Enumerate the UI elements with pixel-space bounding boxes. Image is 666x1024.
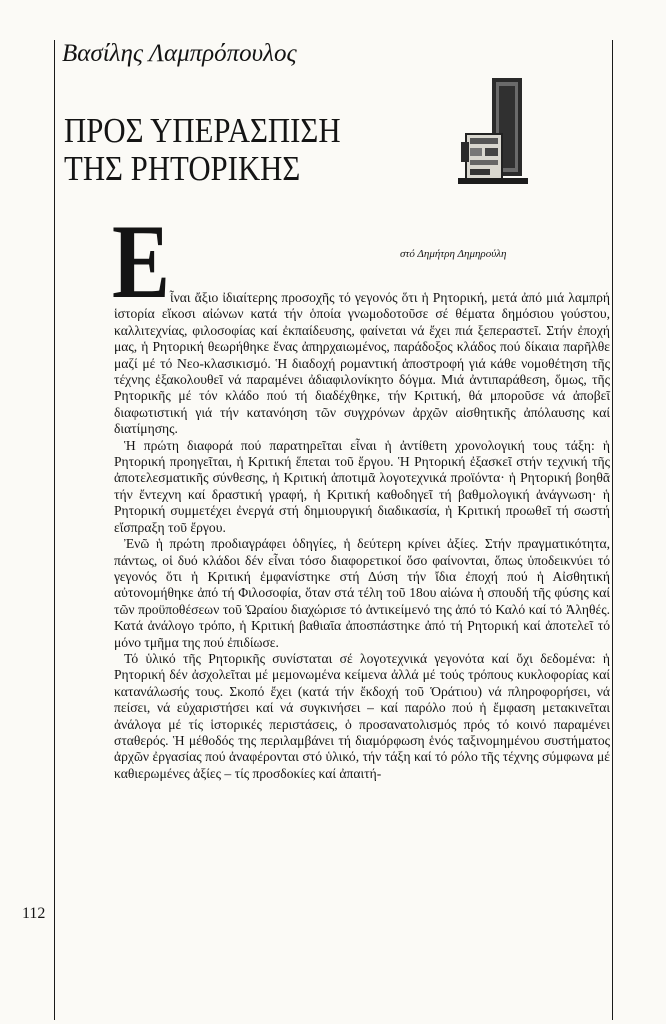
dedication: στό Δημήτρη Δημηρούλη: [400, 248, 507, 260]
drop-cap-letter: E: [112, 203, 170, 320]
page-title: [64, 112, 341, 188]
right-rule: [612, 40, 613, 1020]
page-number: 112: [22, 905, 46, 922]
title-line-2: ΤΗΣ ΡΗΤΟΡΙΚΗΣ: [64, 149, 301, 188]
author-name: Βασίλης Λαμπρόπουλος: [62, 40, 297, 67]
paragraph-2: Ἡ πρώτη διαφορά πού παρατηρεῖται εἶναι ἡ ἀντίθετη χρονολογική τους τάξη: ἡ Ρητορική προηγεῖται, ἡ Κριτική ἕπεται τοῦ ἔργου. Ἡ Ρητορική ἐξασκεῖ στήν τεχνική τῆς ἀποτελεσματικῆς σύνθεσης, ἡ Κριτική ἀποτιμᾶ λογοτεχνικά προϊόντα· ἡ Ρητορική βοηθᾶ τήν ἔντεχνη καί δραστική γραφή, ἡ Κριτική καθοδηγεῖ τή βαθμολογική ἀνάγνωση· ἡ Ρητορική συμμετέχει ἐνεργά στή δημιουργική διαδικασία, ἡ Κριτική προωθεῖ τή σωστή εἴσπραξη τοῦ ἔργου.: [114, 437, 610, 535]
left-rule: [54, 40, 55, 1020]
title-line-1: ΠΡΟΣ ΥΠΕΡΑΣΠΙΣΗ: [64, 111, 341, 150]
paragraph-1: ἶναι ἄξιο ἰδιαίτερης προσοχῆς τό γεγονός ὅτι ἡ Ρητορική, μετά ἀπό μιά λαμπρή ἱστορία εἴκοσι αἰώνων κατά τήν ὁποία γνωμοδοτοῦσε σέ θέματα δημόσιου γούστου, καλλιτεχνίας, φιλοσοφίας καί ἐκπαίδευσης, φαίνεται νά ἔχει πιά ξεπεραστεῖ. Στήν ἐποχή μας, ἡ Ρητορική θεωρήθηκε ἕνας ἀπηρχαιωμένος, παράδοξος κλάδος πού δίκαια παρῆλθε μαζί μέ τό Νεο-κλασικισμό. Ἡ διαδοχή ρομαντική ἀποστροφή γιά κάθε νομοθέτηση τῆς τέχνης ἐξακολουθεῖ νά παραμένει ἀδιαφιλονίκητο δόγμα. Μιά ἀντιπαράθεση, ὅμως, τῆς Ρητορικῆς μέ τόν κλάδο πού τή διαδέχθηκε, τήν Κριτική, θά μποροῦσε νά ἀποβεῖ διαφωτιστική γιά τήν κατανόηση τῶν συγχρόνων ἀρχῶν αἰσθητικῆς ἀπόλαυσης καί διατίμησης.: [114, 290, 610, 437]
tools-chest-icon: [458, 76, 538, 188]
paragraph-3: Ἐνῶ ἡ πρώτη προδιαγράφει ὁδηγίες, ἡ δεύτερη κρίνει ἀξίες. Στήν πραγματικότητα, πάντως, οἱ δυό κλάδοι δέν εἶναι τόσο διαφορετικοί ὅσο φαίνονται, ὅπως ὑποδεικνύει τό γεγονός ὅτι ἡ Κριτική ἐμφανίστηκε στή Δύση τήν ἴδια ἐποχή πού ἡ Αἰσθητική αὐτονομήθηκε ἀπό τή Φιλοσοφία, ὅταν στά τέλη τοῦ 18ου αἰώνα ἡ σπουδή τῆς φύσης καί τῶν προϋποθέσεων τοῦ Ὡραίου διαχώρισε τό ἀντικείμενό της ἀπό τό Καλό καί τό Ἀληθές. Κατά ἀνάλογο τρόπο, ἡ Κριτική βαθιαῖα ἀποσπάστηκε ἀπό τή Ρητορική καί ἀποτελεῖ τό μόνο τμῆμα της πού ἐπιδίωσε.: [114, 536, 610, 650]
paragraph-4: Τό ὑλικό τῆς Ρητορικῆς συνίσταται σέ λογοτεχνικά γεγονότα καί ὄχι δεδομένα: ἡ Ρητορική δέν ἀσχολεῖται μέ μεμονωμένα κείμενα ἀλλά μέ τούς τρόπους κυκλοφορίας καί κατανάλωσής τους. Σκοπό ἔχει (κατά τήν ἔκδοχή τοῦ Ὁράτιου) νά πληροφορήσει, νά πείσει, νά εὐχαριστήσει καί νά συγκινήσει – καί παρόλο πού ἡ ἔμφαση μετακινεῖται ἀνάλογα μέ τίς ἱστορικές περιστάσεις, ὁ προσανατολισμός πρός τό κοινό παραμένει σταθερός. Ἡ μέθοδός της περιλαμβάνει τή διαμόρφωση ἑνός ταξινομημένου συστήματος ἀρχῶν ἐργασίας πού ἀναφέρονται στό ὑλικό, τήν τάξη καί τό ρόλο τῆς τέχνης σύμφωνα μέ καθιερωμένες ἀξίες – τίς προσδοκίες καί ἀπαιτή-: [114, 650, 610, 781]
article-body: [114, 290, 610, 782]
